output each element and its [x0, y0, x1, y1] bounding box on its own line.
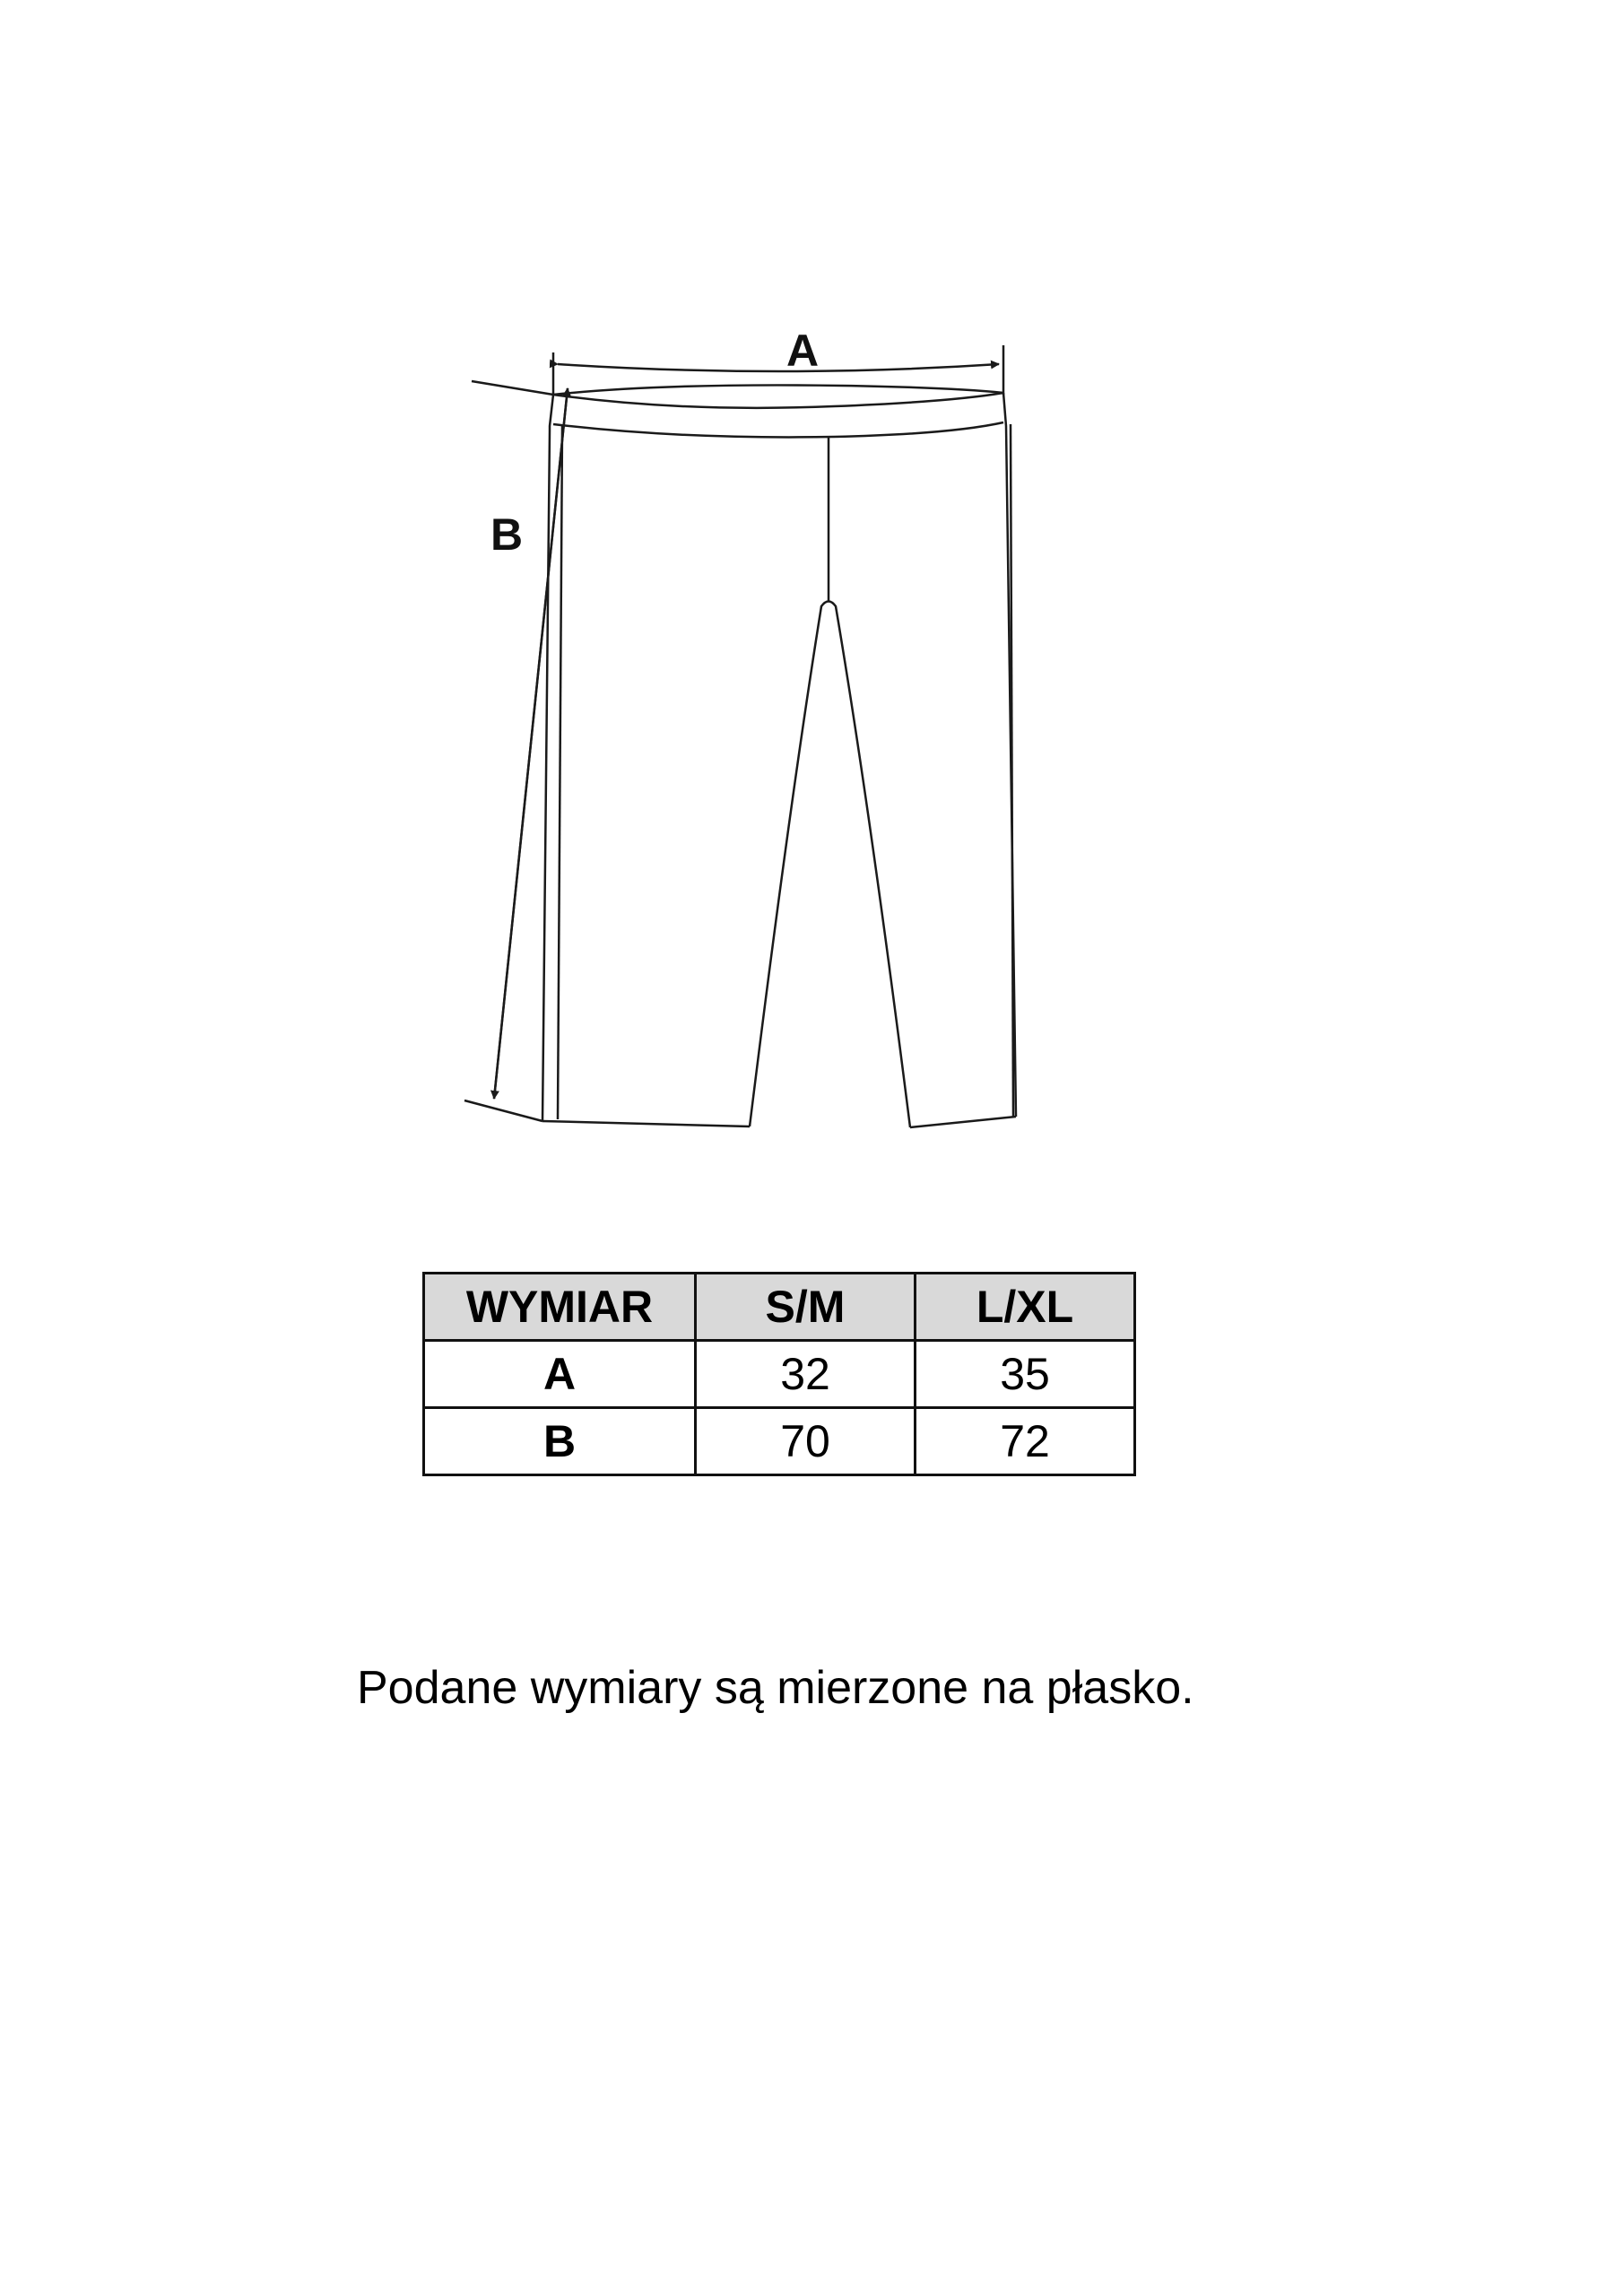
table-row: [424, 1408, 1135, 1475]
cell-b-sm: 70: [696, 1408, 916, 1475]
dimension-a-label: A: [786, 326, 820, 376]
cell-a-sm: 32: [696, 1341, 916, 1408]
measurement-note: Podane wymiary są mierzone na płasko.: [357, 1662, 1194, 1714]
header-size-lxl: L/XL: [916, 1274, 1135, 1341]
cell-a-lxl: 35: [916, 1341, 1135, 1408]
row-label-b: B: [424, 1408, 696, 1475]
header-size-sm: S/M: [696, 1274, 916, 1341]
row-label-a: A: [424, 1341, 696, 1408]
dimension-b-arrow: [464, 381, 568, 1121]
table-row: [424, 1341, 1135, 1408]
header-dimension: WYMIAR: [424, 1274, 696, 1341]
table-header-row: [424, 1274, 1135, 1341]
size-table: [422, 1272, 1136, 1476]
dimension-b-label: B: [490, 509, 524, 560]
trousers-outline: [542, 385, 1016, 1127]
cell-b-lxl: 72: [916, 1408, 1135, 1475]
